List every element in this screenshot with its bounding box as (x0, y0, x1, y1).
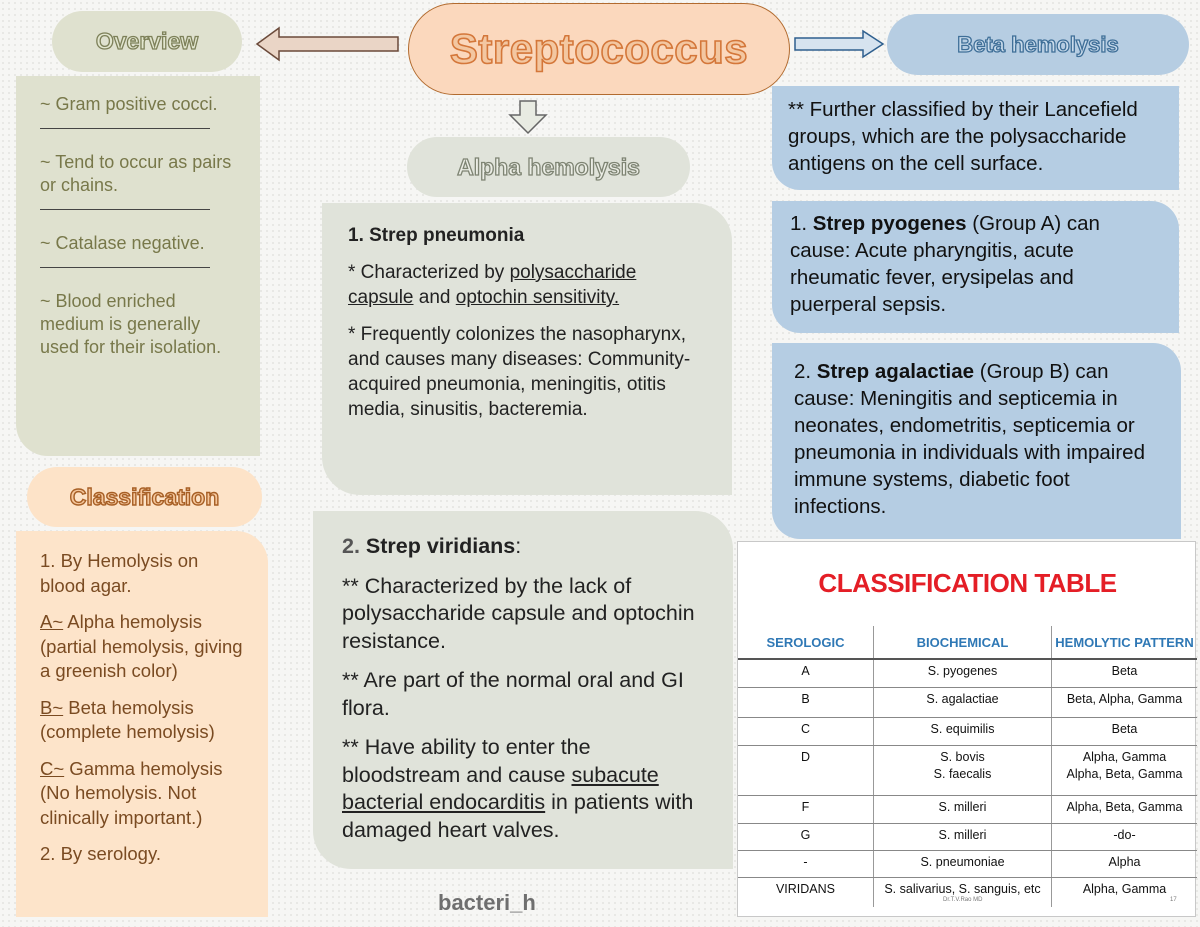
overview-item: ~ Catalase negative. (40, 233, 205, 253)
table-cell: VIRIDANS (775, 881, 836, 896)
text: (Group B) can cause: Meningitis and septicemia in neonates, endometritis, septicemia or pneumonia in individuals with impaired immune systems, diabetic foot infections. (794, 360, 1145, 518)
table-cell: A (738, 659, 874, 687)
table-cell: S. salivarius, S. sanguis, etc (874, 877, 1052, 907)
credit-watermark: bacteri_h (438, 890, 536, 915)
pyogenes-name: Strep pyogenes (812, 212, 967, 235)
text: * Characterized by (348, 262, 510, 283)
table-row (738, 823, 1197, 850)
table-cell: S. equimilis (874, 717, 1052, 745)
table-cell: B (738, 687, 874, 717)
text: and (413, 287, 456, 308)
agalactiae-text (794, 358, 1159, 520)
pneumonia-title-text: 1. Strep pneumonia (348, 225, 525, 246)
underlined-text: optochin sensitivity. (455, 287, 620, 308)
alpha-text: Alpha hemolysis (partial hemolysis, giving a greenish color) (40, 611, 243, 681)
table-footer-author: Dr.T.V.Rao MD (943, 897, 983, 903)
table-cell: S. pneumoniae (874, 850, 1052, 877)
table-title: CLASSIFICATION TABLE (818, 568, 1117, 598)
table-header: SEROLOGIC (738, 626, 874, 659)
pneumonia-char (348, 260, 706, 310)
text: 1. (790, 212, 813, 235)
table-header-row (738, 626, 1197, 659)
strep-agalactiae-panel (772, 343, 1181, 539)
table-cell: -do- (1052, 823, 1198, 850)
overview-item: ~ Blood enriched medium is generally used for their isolation. (40, 291, 222, 357)
beta-intro-panel (772, 86, 1179, 190)
agalactiae-name: Strep agalactiae (816, 360, 975, 383)
arrow-down-to-alpha-icon (508, 99, 548, 135)
table-row (738, 850, 1197, 877)
beta-heading (887, 14, 1189, 75)
overview-heading (52, 11, 242, 72)
overview-panel (16, 76, 260, 456)
beta-heading-text: Beta hemolysis (957, 31, 1119, 57)
table-cell: Alpha, Beta, Gamma (1052, 795, 1198, 823)
table-row (738, 687, 1197, 717)
arrow-right-to-beta-icon (793, 29, 885, 59)
title-banner (408, 3, 790, 95)
table-cell: D (738, 745, 874, 795)
viridans-endocarditis (342, 734, 704, 844)
alpha-heading (407, 137, 690, 197)
table-cell: S. agalactiae (874, 687, 1052, 717)
overview-heading-text: Overview (95, 28, 199, 54)
table-cell: - (738, 850, 874, 877)
table-footer-page: 17 (1170, 897, 1177, 903)
table-cell: Beta (1052, 659, 1198, 687)
classification-item: 2. By serology. (40, 843, 161, 864)
table-cell: Beta (1052, 717, 1198, 745)
arrow-left-to-overview-icon (255, 26, 400, 62)
table-cell: Alpha (1052, 850, 1198, 877)
table-row (738, 795, 1197, 823)
viridans-title (342, 533, 704, 561)
table-cell: Alpha, Gamma (1052, 877, 1198, 907)
divider (40, 267, 210, 268)
text: in patients with damaged heart valves. (342, 790, 694, 842)
page-title: Streptococcus (449, 25, 749, 72)
table-cell: C (738, 717, 874, 745)
gamma-marker: C~ (40, 757, 65, 779)
table-row (738, 717, 1197, 745)
classification-heading (27, 467, 262, 527)
cell-line: S. bovis (940, 749, 985, 764)
viridans-char: ** Characterized by the lack of polysaccharide capsule and optochin resistance. (342, 573, 695, 653)
table-header: BIOCHEMICAL (874, 626, 1052, 659)
table-cell: S. milleri (874, 795, 1052, 823)
table-cell (874, 745, 1052, 795)
classification-item-beta (40, 696, 244, 745)
beta-intro-text: ** Further classified by their Lancefield groups, which are the polysaccharide antigens on the cell surface. (788, 98, 1138, 175)
table-cell: S. milleri (874, 823, 1052, 850)
pyogenes-text (790, 210, 1161, 318)
viridans-number: 2. (342, 534, 360, 558)
underlined-text: subacute bacterial endocarditis (342, 762, 659, 814)
overview-item: ~ Tend to occur as pairs or chains. (40, 152, 232, 195)
alpha-marker: A~ (40, 611, 64, 632)
underlined-text: polysaccharide capsule (348, 262, 637, 308)
text: ** Have ability to enter the bloodstream and cause (342, 735, 591, 787)
cell-line: S. faecalis (933, 766, 992, 781)
strep-viridians-panel (313, 511, 733, 869)
text: (Group A) can cause: Acute pharyngitis, acute rheumatic fever, erysipelas and puerperal sepsis. (790, 212, 1100, 316)
cell-line: Alpha, Gamma (1082, 749, 1167, 764)
overview-item: ~ Gram positive cocci. (40, 94, 218, 114)
pneumonia-title (348, 223, 706, 248)
text: 2. (794, 360, 817, 383)
classification-item: 1. By Hemolysis on blood agar. (40, 550, 199, 596)
cell-line: Alpha, Beta, Gamma (1066, 766, 1183, 781)
classification-table (738, 626, 1197, 907)
beta-text: Beta hemolysis (complete hemolysis) (40, 696, 215, 742)
table-cell: F (738, 795, 874, 823)
viridans-flora: ** Are part of the normal oral and GI flora. (342, 668, 684, 720)
text: : (515, 534, 522, 558)
table-cell: Beta, Alpha, Gamma (1052, 687, 1198, 717)
table-cell: G (738, 823, 874, 850)
classification-panel (16, 531, 268, 917)
viridans-name: Strep viridians (359, 534, 516, 558)
classification-heading-text: Classification (69, 483, 220, 510)
strep-pneumonia-panel (322, 203, 732, 495)
beta-marker: B~ (40, 696, 64, 718)
table-row (738, 745, 1197, 795)
table-cell: S. pyogenes (874, 659, 1052, 687)
classification-table-card (737, 541, 1196, 917)
divider (40, 128, 210, 129)
table-header: HEMOLYTIC PATTERN (1052, 626, 1198, 659)
strep-pyogenes-panel (772, 201, 1179, 333)
alpha-heading-text: Alpha hemolysis (457, 153, 640, 180)
divider (40, 209, 210, 210)
gamma-text: Gamma hemolysis (No hemolysis. Not clinically important.) (40, 757, 223, 828)
classification-item-gamma (40, 757, 244, 831)
pneumonia-diseases: * Frequently colonizes the nasopharynx, and causes many diseases: Community-acquired pneumonia, meningitis, otitis media, sinusitis, bacteremia. (348, 324, 691, 420)
table-row (738, 659, 1197, 687)
table-cell (1052, 745, 1198, 795)
classification-item-alpha (40, 610, 244, 684)
